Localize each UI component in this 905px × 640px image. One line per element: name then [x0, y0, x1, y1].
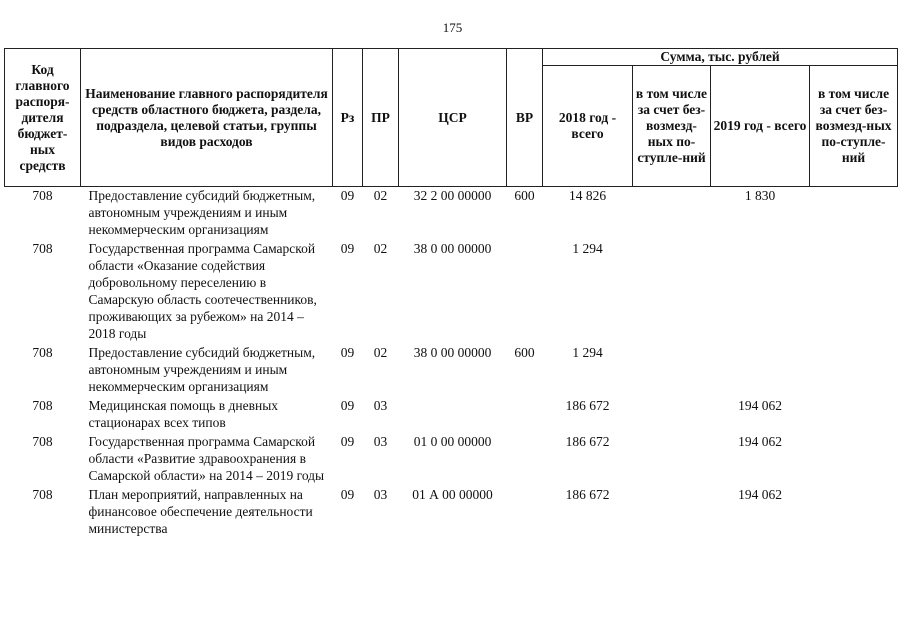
- cell-2019-free: [810, 433, 898, 486]
- cell-2019-total: 1 830: [744, 188, 776, 203]
- col-2019-total-header: 2019 год - всего: [711, 66, 810, 187]
- table-row: [5, 397, 898, 433]
- cell-2019-free: [810, 344, 898, 397]
- cell-2018-total: 186 672: [565, 434, 610, 449]
- cell-2018-total: 1 294: [572, 345, 603, 360]
- table-header: [5, 49, 898, 187]
- cell-2019-total: 194 062: [738, 398, 782, 413]
- cell-name: Медицинская помощь в дневных стационарах всех типов: [88, 398, 279, 430]
- budget-table: [4, 48, 898, 539]
- cell-code: 708: [32, 188, 53, 203]
- cell-code: 708: [32, 398, 53, 413]
- cell-csr: [399, 397, 507, 433]
- cell-rz: 09: [340, 345, 355, 360]
- cell-2019-free: [810, 187, 898, 241]
- cell-pr: 02: [373, 188, 388, 203]
- cell-pr: 02: [373, 241, 388, 256]
- cell-2018-free: [633, 397, 711, 433]
- cell-name: Предоставление субсидий бюджетным, автономным учреждениям и иным некоммерческим организациям: [88, 188, 316, 237]
- col-2018-free-header: в том числе за счет без-возмезд-ных по-ступле-ний: [633, 66, 711, 187]
- cell-vr: [507, 397, 543, 433]
- cell-csr: 01 А 00 00000: [412, 487, 493, 502]
- table-row: [5, 433, 898, 486]
- col-pr-header: ПР: [363, 49, 399, 187]
- cell-2019-free: [810, 240, 898, 344]
- cell-vr: 600: [514, 345, 535, 360]
- cell-2019-total: 194 062: [738, 487, 782, 502]
- cell-rz: 09: [340, 188, 355, 203]
- col-2019-free-header: в том числе за счет без-возмезд-ных по-ступле-ний: [810, 66, 898, 187]
- table-row: [5, 486, 898, 539]
- cell-2019-free: [810, 397, 898, 433]
- col-name-header: Наименование главного распорядителя средств областного бюджета, раздела, подраздела, целевой статьи, группы видов расходов: [81, 49, 333, 187]
- col-csr-header: ЦСР: [399, 49, 507, 187]
- cell-2019-free: [810, 486, 898, 539]
- cell-name: Государственная программа Самарской области «Развитие здравоохранения в Самарской области» на 2014 – 2019 годы: [88, 434, 325, 483]
- cell-pr: 03: [373, 398, 388, 413]
- cell-2018-total: 186 672: [565, 487, 610, 502]
- cell-2018-free: [633, 240, 711, 344]
- cell-2019-total: [711, 240, 810, 344]
- cell-2018-free: [633, 344, 711, 397]
- col-2018-total-header: 2018 год - всего: [543, 66, 633, 187]
- cell-pr: 02: [373, 345, 388, 360]
- cell-code: 708: [32, 345, 53, 360]
- cell-rz: 09: [340, 398, 355, 413]
- cell-2018-total: 14 826: [568, 188, 607, 203]
- cell-name: Государственная программа Самарской области «Оказание содействия добровольному переселению в Самарскую область соотечественников, проживающих за рубежом» на 2014 – 2018 годы: [88, 241, 317, 341]
- table-row: [5, 344, 898, 397]
- cell-csr: 01 0 00 00000: [413, 434, 492, 449]
- cell-name: План мероприятий, направленных на финансовое обеспечение деятельности министерства: [88, 487, 313, 536]
- cell-rz: 09: [340, 241, 355, 256]
- cell-2018-free: [633, 433, 711, 486]
- cell-2018-total: 1 294: [572, 241, 603, 256]
- cell-code: 708: [32, 487, 53, 502]
- cell-name: Предоставление субсидий бюджетным, автономным учреждениям и иным некоммерческим организациям: [88, 345, 316, 394]
- cell-csr: 32 2 00 00000: [413, 188, 492, 203]
- cell-vr: [507, 240, 543, 344]
- cell-2018-free: [633, 187, 711, 241]
- cell-2018-free: [633, 486, 711, 539]
- sum-group-header: Сумма, тыс. рублей: [543, 49, 898, 66]
- cell-vr: 600: [514, 188, 535, 203]
- col-code-header: Код главного распоря-дителя бюджет-ных средств: [5, 49, 81, 187]
- cell-rz: 09: [340, 434, 355, 449]
- cell-pr: 03: [373, 487, 388, 502]
- cell-2018-total: 186 672: [565, 398, 610, 413]
- cell-code: 708: [32, 241, 53, 256]
- cell-csr: 38 0 00 00000: [413, 345, 492, 360]
- cell-vr: [507, 486, 543, 539]
- table-row: [5, 240, 898, 344]
- table-body: [5, 187, 898, 540]
- cell-code: 708: [32, 434, 53, 449]
- page-number: 175: [442, 20, 463, 35]
- cell-vr: [507, 433, 543, 486]
- table-row: [5, 187, 898, 241]
- cell-2019-total: [711, 344, 810, 397]
- cell-pr: 03: [373, 434, 388, 449]
- cell-rz: 09: [340, 487, 355, 502]
- col-vr-header: ВР: [507, 49, 543, 187]
- col-rz-header: Рз: [333, 49, 363, 187]
- cell-2019-total: 194 062: [738, 434, 782, 449]
- cell-csr: 38 0 00 00000: [413, 241, 492, 256]
